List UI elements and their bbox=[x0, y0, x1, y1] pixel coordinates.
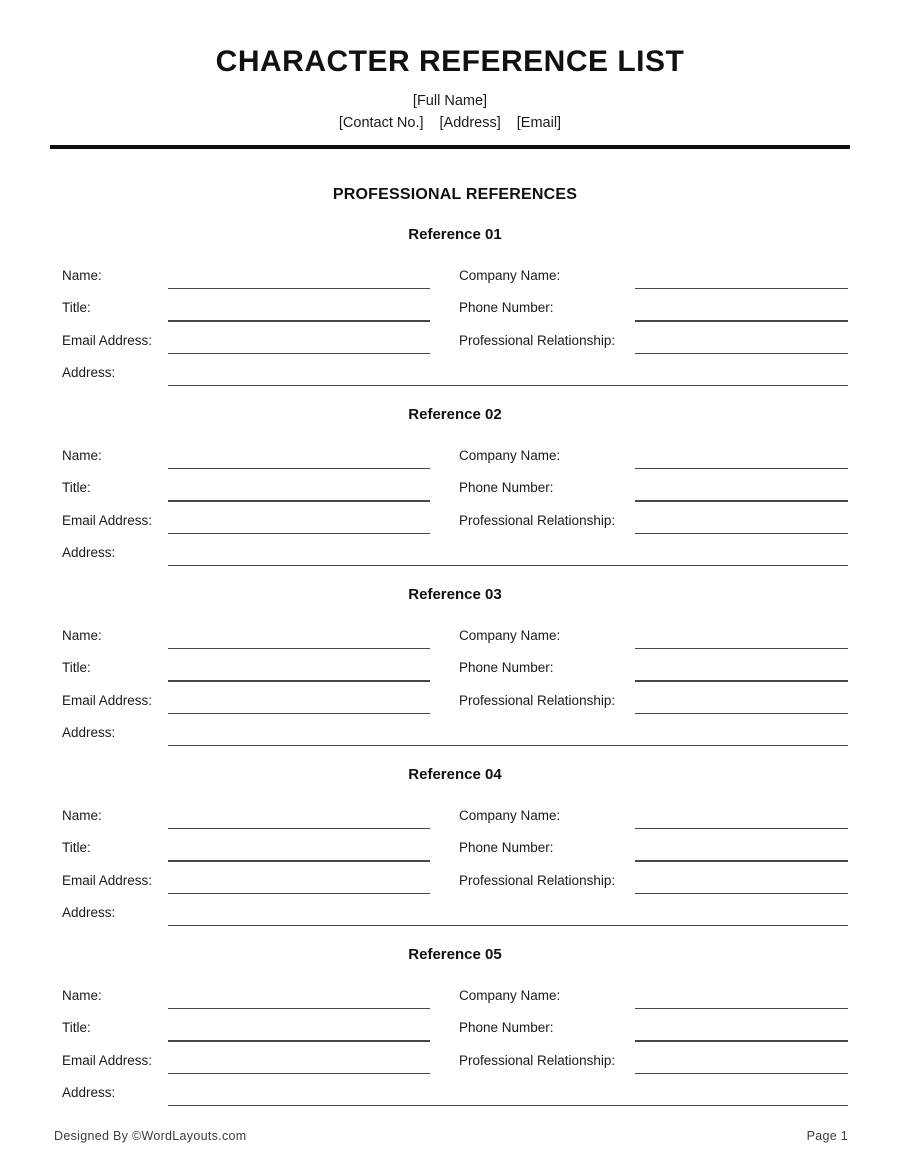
page-number: Page 1 bbox=[806, 1129, 848, 1143]
designed-by-credit: Designed By ©WordLayouts.com bbox=[54, 1129, 247, 1143]
contact-info-line bbox=[0, 113, 900, 133]
phone-number-label: Phone Number: bbox=[459, 1020, 554, 1036]
row-address bbox=[62, 717, 848, 749]
professional-relationship-field-line bbox=[635, 893, 848, 894]
email-address-field-line bbox=[168, 533, 430, 534]
professional-relationship-field-line bbox=[635, 713, 848, 714]
professional-relationship-field-line bbox=[635, 533, 848, 534]
title-field-line bbox=[168, 680, 430, 681]
address-label: Address: bbox=[62, 364, 116, 380]
company-name-label: Company Name: bbox=[459, 807, 561, 823]
reference-heading: Reference 05 bbox=[408, 945, 502, 963]
company-name-label: Company Name: bbox=[459, 267, 561, 283]
phone-number-field-line bbox=[635, 680, 848, 681]
name-label: Name: bbox=[62, 447, 102, 463]
header-divider bbox=[50, 145, 850, 149]
title-label: Title: bbox=[62, 1020, 91, 1036]
name-field-line bbox=[168, 648, 430, 649]
document-footer bbox=[54, 1128, 848, 1145]
title-label: Title: bbox=[62, 840, 91, 856]
address-label: Address: bbox=[62, 904, 116, 920]
company-name-label: Company Name: bbox=[459, 627, 561, 643]
title-label: Title: bbox=[62, 300, 91, 316]
name-field-line bbox=[168, 288, 430, 289]
reference-heading: Reference 02 bbox=[408, 405, 502, 423]
row-address bbox=[62, 897, 848, 929]
row-name-company bbox=[62, 440, 848, 472]
email-address-label: Email Address: bbox=[62, 1052, 153, 1068]
reference-section-03 bbox=[62, 574, 848, 754]
address-field-line bbox=[168, 385, 848, 386]
title-field-line bbox=[168, 320, 430, 321]
title-field-line bbox=[168, 860, 430, 861]
row-name-company bbox=[62, 800, 848, 832]
reference-heading: Reference 01 bbox=[408, 225, 502, 243]
row-title-phone bbox=[62, 292, 848, 324]
email-address-field-line bbox=[168, 713, 430, 714]
row-name-company bbox=[62, 620, 848, 652]
phone-number-label: Phone Number: bbox=[459, 840, 554, 856]
row-address bbox=[62, 537, 848, 569]
name-label: Name: bbox=[62, 807, 102, 823]
row-address bbox=[62, 1077, 848, 1109]
company-name-label: Company Name: bbox=[459, 447, 561, 463]
professional-relationship-field-line bbox=[635, 1073, 848, 1074]
phone-number-label: Phone Number: bbox=[459, 480, 554, 496]
email-placeholder: [Email] bbox=[516, 115, 562, 131]
row-email-relationship bbox=[62, 325, 848, 357]
address-field-line bbox=[168, 1105, 848, 1106]
name-label: Name: bbox=[62, 627, 102, 643]
email-address-label: Email Address: bbox=[62, 332, 153, 348]
full-name-placeholder: [Full Name] bbox=[412, 93, 488, 109]
name-field-line bbox=[168, 828, 430, 829]
row-email-relationship bbox=[62, 865, 848, 897]
title-field-line bbox=[168, 1040, 430, 1041]
email-address-label: Email Address: bbox=[62, 692, 153, 708]
address-field-line bbox=[168, 745, 848, 746]
name-label: Name: bbox=[62, 267, 102, 283]
row-address bbox=[62, 357, 848, 389]
row-title-phone bbox=[62, 472, 848, 504]
email-address-field-line bbox=[168, 1073, 430, 1074]
professional-relationship-label: Professional Relationship: bbox=[459, 512, 616, 528]
reference-section-05 bbox=[62, 934, 848, 1114]
phone-number-field-line bbox=[635, 860, 848, 861]
name-field-line bbox=[168, 1008, 430, 1009]
reference-heading: Reference 04 bbox=[408, 765, 502, 783]
document-header bbox=[0, 0, 900, 149]
address-label: Address: bbox=[62, 1084, 116, 1100]
address-label: Address: bbox=[62, 724, 116, 740]
professional-relationship-field-line bbox=[635, 353, 848, 354]
company-name-field-line bbox=[635, 468, 848, 469]
professional-relationship-label: Professional Relationship: bbox=[459, 872, 616, 888]
row-title-phone bbox=[62, 832, 848, 864]
row-name-company bbox=[62, 980, 848, 1012]
phone-number-label: Phone Number: bbox=[459, 300, 554, 316]
contact-no-placeholder: [Contact No.] bbox=[338, 115, 424, 131]
row-email-relationship bbox=[62, 685, 848, 717]
section-title: PROFESSIONAL REFERENCES bbox=[332, 186, 578, 203]
address-label: Address: bbox=[62, 544, 116, 560]
name-field-line bbox=[168, 468, 430, 469]
professional-relationship-label: Professional Relationship: bbox=[459, 692, 616, 708]
phone-number-field-line bbox=[635, 1040, 848, 1041]
row-email-relationship bbox=[62, 505, 848, 537]
company-name-field-line bbox=[635, 828, 848, 829]
title-field-line bbox=[168, 500, 430, 501]
reference-heading: Reference 03 bbox=[408, 585, 502, 603]
row-email-relationship bbox=[62, 1045, 848, 1077]
email-address-field-line bbox=[168, 353, 430, 354]
email-address-label: Email Address: bbox=[62, 512, 153, 528]
row-title-phone bbox=[62, 1012, 848, 1044]
address-field-line bbox=[168, 925, 848, 926]
reference-section-01 bbox=[62, 214, 848, 394]
address-field-line bbox=[168, 565, 848, 566]
reference-section-02 bbox=[62, 394, 848, 574]
professional-relationship-label: Professional Relationship: bbox=[459, 1052, 616, 1068]
phone-number-field-line bbox=[635, 500, 848, 501]
row-title-phone bbox=[62, 652, 848, 684]
phone-number-field-line bbox=[635, 320, 848, 321]
company-name-field-line bbox=[635, 1008, 848, 1009]
phone-number-label: Phone Number: bbox=[459, 660, 554, 676]
page-title: CHARACTER REFERENCE LIST bbox=[215, 45, 685, 78]
name-label: Name: bbox=[62, 987, 102, 1003]
reference-section-04 bbox=[62, 754, 848, 934]
references-content bbox=[62, 185, 848, 1114]
email-address-label: Email Address: bbox=[62, 872, 153, 888]
title-label: Title: bbox=[62, 480, 91, 496]
address-placeholder: [Address] bbox=[439, 115, 501, 131]
title-label: Title: bbox=[62, 660, 91, 676]
company-name-field-line bbox=[635, 648, 848, 649]
email-address-field-line bbox=[168, 893, 430, 894]
professional-relationship-label: Professional Relationship: bbox=[459, 332, 616, 348]
row-name-company bbox=[62, 260, 848, 292]
company-name-field-line bbox=[635, 288, 848, 289]
company-name-label: Company Name: bbox=[459, 987, 561, 1003]
